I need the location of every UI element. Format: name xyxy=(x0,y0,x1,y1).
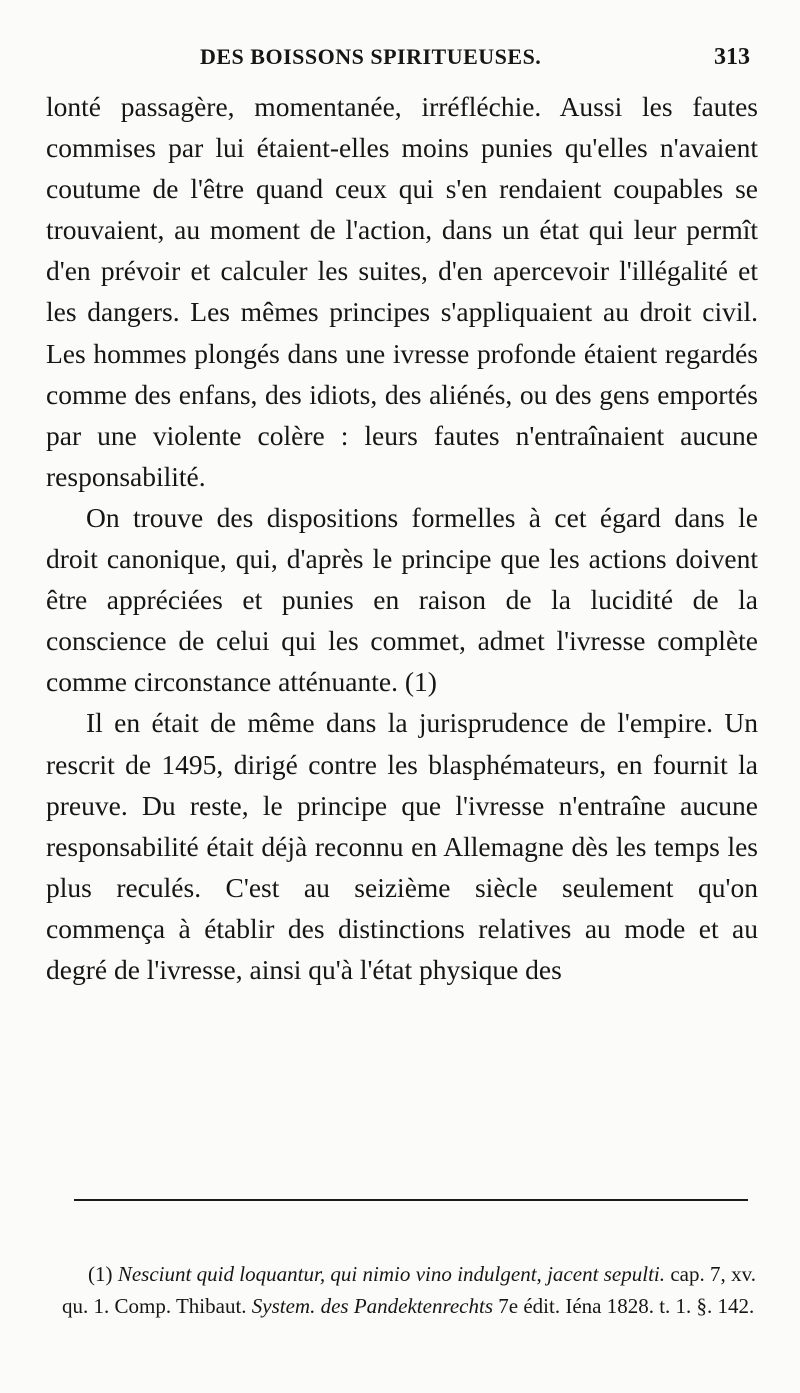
footnote-reference: cap. 7, xv. qu. 1. Comp. Thibaut. xyxy=(62,1262,757,1318)
footnote-marker: (1) xyxy=(88,1262,113,1286)
footnote-edition: 7e édit. Iéna 1828. t. 1. §. 142. xyxy=(498,1294,755,1318)
paragraph-2: On trouve des dispositions formelles à cet égard dans le droit canonique, qui, d'après le principe que les actions doivent être appréciées et punies en raison de la lucidité de la conscience de celui qui les commet, admet l'ivresse complète comme circonstance atténuante. (1) xyxy=(46,501,758,698)
footnote xyxy=(62,1258,756,1322)
footnote-quote: Nesciunt quid loquantur, qui nimio vino indulgent, jacent sepulti. xyxy=(117,1262,665,1286)
paragraph-1: lonté passagère, momentanée, irréfléchie. Aussi les fautes commises par lui étaient-elles moins punies qu'elles n'avaient coutume de l'être quand ceux qui s'en rendaient coupables se trouvaient, au moment de l'action, dans un état qui leur permît d'en prévoir et calculer les suites, d'en apercevoir l'illégalité et les dangers. Les mêmes principes s'appliquaient au droit civil. Les hommes plongés dans une ivresse profonde étaient regardés comme des enfans, des idiots, des aliénés, ou des gens emportés par une violente colère : leurs fautes n'entraînaient aucune responsabilité. xyxy=(46,91,758,492)
running-head xyxy=(0,44,800,80)
paragraph-3: Il en était de même dans la jurisprudence de l'empire. Un rescrit de 1495, dirigé contre les blasphémateurs, en fournit la preuve. Du reste, le principe que l'ivresse n'entraîne aucune responsabilité était déjà reconnu en Allemagne dès les temps les plus reculés. C'est au seizième siècle seulement qu'on commença à établir des distinctions relatives au mode et au degré de l'ivresse, ainsi qu'à l'état physique des xyxy=(46,707,758,985)
body-text xyxy=(46,86,758,990)
footnote-work-title: System. des Pandektenrechts xyxy=(251,1294,494,1318)
running-title: DES BOISSONS SPIRITUEUSES. xyxy=(200,44,542,69)
page-number: 313 xyxy=(714,44,750,70)
footnote-divider xyxy=(74,1199,748,1201)
